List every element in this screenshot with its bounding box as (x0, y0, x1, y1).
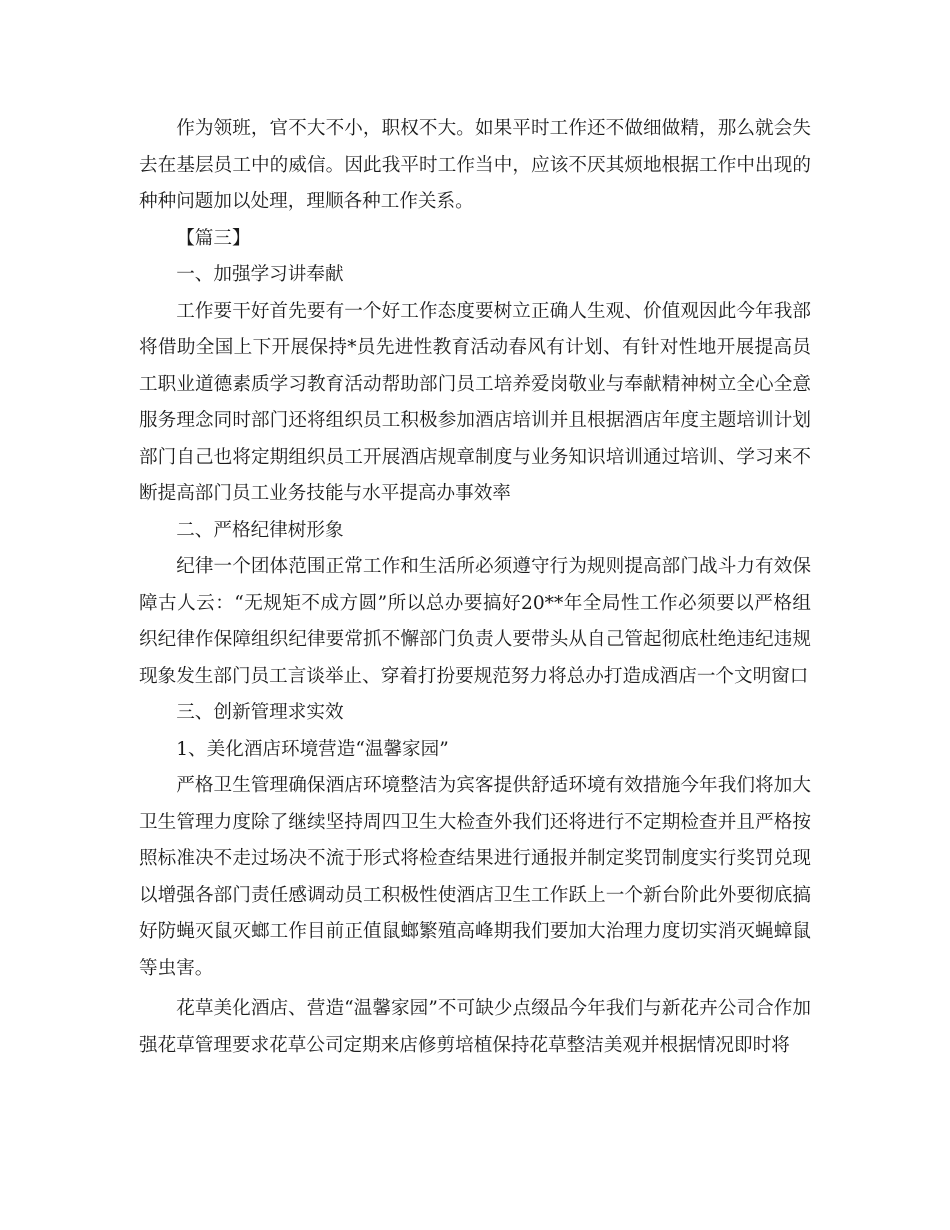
paragraph-hygiene-management: 严格卫生管理确保酒店环境整洁为宾客提供舒适环境有效措施今年我们将加大卫生管理力度除了继续坚持周四卫生大检查外我们还将进行不定期检查并且严格按照标准决不走过场决不流于形式将检查结果进行通报并制定奖罚制度实行奖罚兑现以增强各部门责任感调动员工积极性使酒店卫生工作跃上一个新台阶此外要彻底搞好防蝇灭鼠灭螂工作目前正值鼠螂繁殖高峰期我们要加大治理力度切实消灭蝇蟑鼠等虫害。 (139, 775, 811, 979)
paragraph-flowers-decoration: 花草美化酒店、营造“温馨家园”不可缺少点缀品今年我们与新花卉公司合作加强花草管理要求花草公司定期来店修剪培植保持花草整洁美观并根据情况即时将 (139, 998, 811, 1056)
heading-innovative-management: 三、创新管理求实效 (176, 702, 344, 723)
heading-study-dedication: 一、加强学习讲奉献 (176, 264, 344, 285)
paragraph-discipline-image: 纪律一个团体范围正常工作和生活所必须遵守行为规则提高部门战斗力有效保障古人云：“无规矩不成方圆”所以总办要搞好20**年全局性工作必须要以严格组织纪律作保障组织纪律要常抓不懈部门负责人要带头从自己管起彻底杜绝违纪违规现象发生部门员工言谈举止、穿着打扮要规范努力将总办打造成酒店一个文明窗口 (139, 556, 811, 687)
paragraph-study-dedication: 工作要干好首先要有一个好工作态度要树立正确人生观、价值观因此今年我部将借助全国上下开展保持*员先进性教育活动春风有计划、有针对性地开展提高员工职业道德素质学习教育活动帮助部门员工培养爱岗敬业与奉献精神树立全心全意服务理念同时部门还将组织员工积极参加酒店培训并且根据酒店年度主题培训计划部门自己也将定期组织员工开展酒店规章制度与业务知识培训通过培训、学习来不断提高部门员工业务技能与水平提高办事效率 (139, 300, 811, 504)
subheading-hotel-environment: 1、美化酒店环境营造“温馨家园” (176, 738, 449, 760)
section-heading-part-three: 【篇三】 (176, 227, 251, 249)
heading-discipline-image: 二、严格纪律树形象 (176, 519, 344, 541)
paragraph-intro: 作为领班，官不大不小，职权不大。如果平时工作还不做细做精，那么就会失去在基层员工中的威信。因此我平时工作当中，应该不厌其烦地根据工作中出现的种种问题加以处理，理顺各种工作关系。 (139, 118, 811, 212)
document-body (139, 111, 811, 1064)
